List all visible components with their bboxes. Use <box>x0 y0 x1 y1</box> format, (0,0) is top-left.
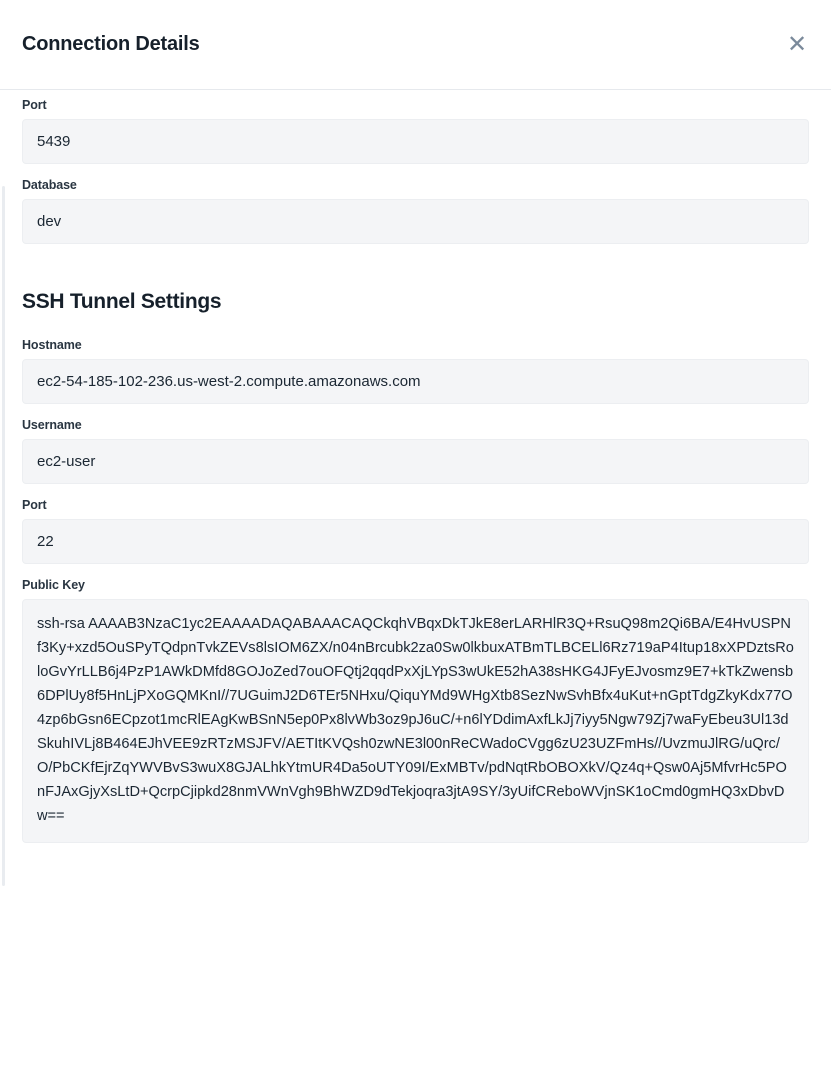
port-input[interactable]: 5439 <box>22 119 809 164</box>
section-heading-ssh-tunnel-settings: SSH Tunnel Settings <box>22 290 222 313</box>
ssh-port-input[interactable]: 22 <box>22 519 809 564</box>
modal-body <box>0 90 831 1081</box>
field-label-database: Database <box>22 178 77 192</box>
field-label-port: Port <box>22 98 47 112</box>
field-label-ssh-port: Port <box>22 498 47 512</box>
close-icon[interactable]: ✕ <box>783 31 811 59</box>
public-key-textarea[interactable]: ssh-rsa AAAAB3NzaC1yc2EAAAADAQABAAACAQCkqhVBqxDkTJkE8erLARHlR3Q+RsuQ98m2Qi6BA/E4HvUSPNf3Ky+xzd5OuSPyTQdpnTvkZEVs8lsIOM6ZX/n04nBrcubk2za0Sw0lkbuxATBmTLBCELl6Rz719aP4Itup18xXPDztsRoloGvYrLLB6j4PzP1AWkDMfd8GOJoZed7ouOFQtj2qqdPxXjLYpS3wUkE52hA38sHKG4JFyEJvosmz9E7+kTkZwensb6DPlUy8f5HnLjPXoGQMKnI//7UGuimJ2D6TEr5NHxu/QiquYMd9WHgXtb8SezNwSvhBfx4uKut+nGptTdgZkyKdx77O4zp6bGsn6ECpzot1mcRlEAgKwBSnN5ep0Px8lvWb3oz9pJ6uC/+n6lYDdimAxfLkJj7iyy5Ngw79Zj7waFyEbeu3Ul13dSkuhIVLj8B464EJhVEE9zRTzMSJFV/AETItKVQsh0zwNE3l00nReCWadoCVgg6zU23UZFmHs//UvzmuJlRG/uQrc/O/PbCKfEjrZqYWVBvS3wuX8GJALhkYtmUR4Da5oUTY09I/ExMBTv/pdNqtRbOBOXkV/Qz4q+Qsw0Aj5MfvrHc5POnFJAxGjyXsLtD+QcrpCjipkd28nmVWnVgh9BhWZD9dTekjoqra3jtA9SY/3yUifCReboWVjnSK1oCmd0gmHQ3xDbvDw== <box>22 599 809 843</box>
field-port <box>22 98 809 164</box>
scrollbar[interactable] <box>2 186 5 886</box>
field-ssh-port <box>22 498 809 564</box>
field-label-ssh-hostname: Hostname <box>22 338 82 352</box>
ssh-hostname-input[interactable]: ec2-54-185-102-236.us-west-2.compute.amazonaws.com <box>22 359 809 404</box>
database-input[interactable]: dev <box>22 199 809 244</box>
field-public-key <box>22 578 809 843</box>
field-ssh-hostname <box>22 338 809 404</box>
field-label-ssh-username: Username <box>22 418 82 432</box>
field-database <box>22 178 809 244</box>
field-label-public-key: Public Key <box>22 578 85 592</box>
page-title: Connection Details <box>22 33 200 55</box>
ssh-username-input[interactable]: ec2-user <box>22 439 809 484</box>
field-ssh-username <box>22 418 809 484</box>
modal-header <box>0 0 831 90</box>
